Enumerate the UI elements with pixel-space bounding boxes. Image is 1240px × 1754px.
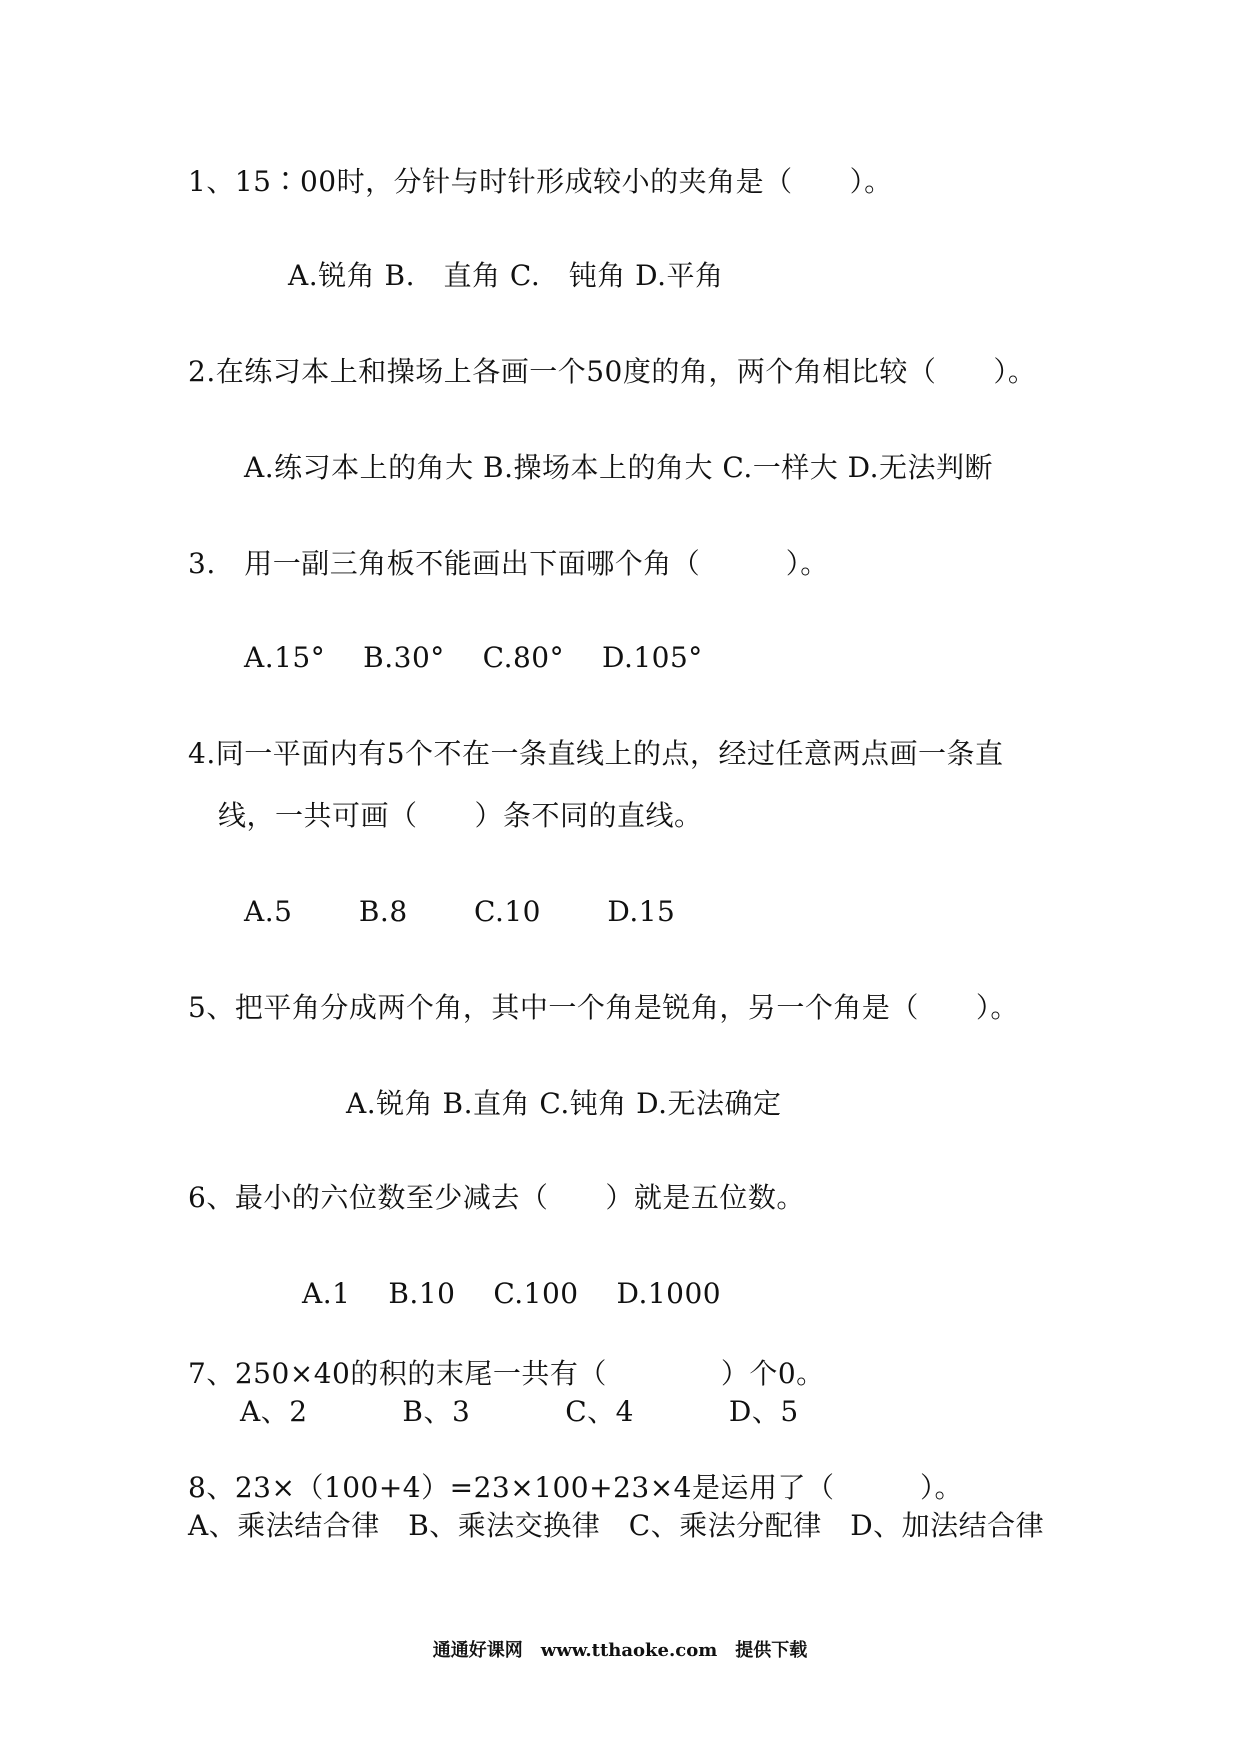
question-2-stem: 2.在练习本上和操场上各画一个50度的角，两个角相比较（ ）。 — [188, 355, 1037, 388]
question-3-stem: 3. 用一副三角板不能画出下面哪个角（ ）。 — [188, 547, 829, 580]
question-4-stem-line-2: 线，一共可画（ ）条不同的直线。 — [218, 799, 703, 832]
question-3-options: A.15° B.30° C.80° D.105° — [244, 641, 703, 674]
question-7-stem: 7、250×40的积的末尾一共有（ ）个0。 — [188, 1357, 825, 1390]
question-4-stem-line-1: 4.同一平面内有5个不在一条直线上的点，经过任意两点画一条直 — [188, 737, 1004, 770]
question-7-options: A、2 B、3 C、4 D、5 — [240, 1395, 799, 1428]
page-footer: 通通好课网 www.tthaoke.com 提供下载 — [432, 1640, 808, 1661]
question-5-options: A.锐角 B.直角 C.钝角 D.无法确定 — [346, 1087, 782, 1120]
question-5-stem: 5、把平角分成两个角，其中一个角是锐角，另一个角是（ ）。 — [188, 991, 1019, 1024]
question-6-stem: 6、最小的六位数至少减去（ ）就是五位数。 — [188, 1181, 805, 1214]
question-1-stem: 1、15∶00时，分针与时针形成较小的夹角是（ ）。 — [188, 165, 893, 198]
question-4-options: A.5 B.8 C.10 D.15 — [244, 895, 676, 928]
question-2-options: A.练习本上的角大 B.操场本上的角大 C.一样大 D.无法判断 — [244, 451, 993, 484]
question-6-options: A.1 B.10 C.100 D.1000 — [302, 1277, 722, 1310]
question-8-options: A、乘法结合律 B、乘法交换律 C、乘法分配律 D、加法结合律 — [188, 1509, 1045, 1542]
question-1-options: A.锐角 B. 直角 C. 钝角 D.平角 — [288, 259, 724, 292]
question-8-stem: 8、23×（100+4）=23×100+23×4是运用了（ ）。 — [188, 1471, 963, 1504]
